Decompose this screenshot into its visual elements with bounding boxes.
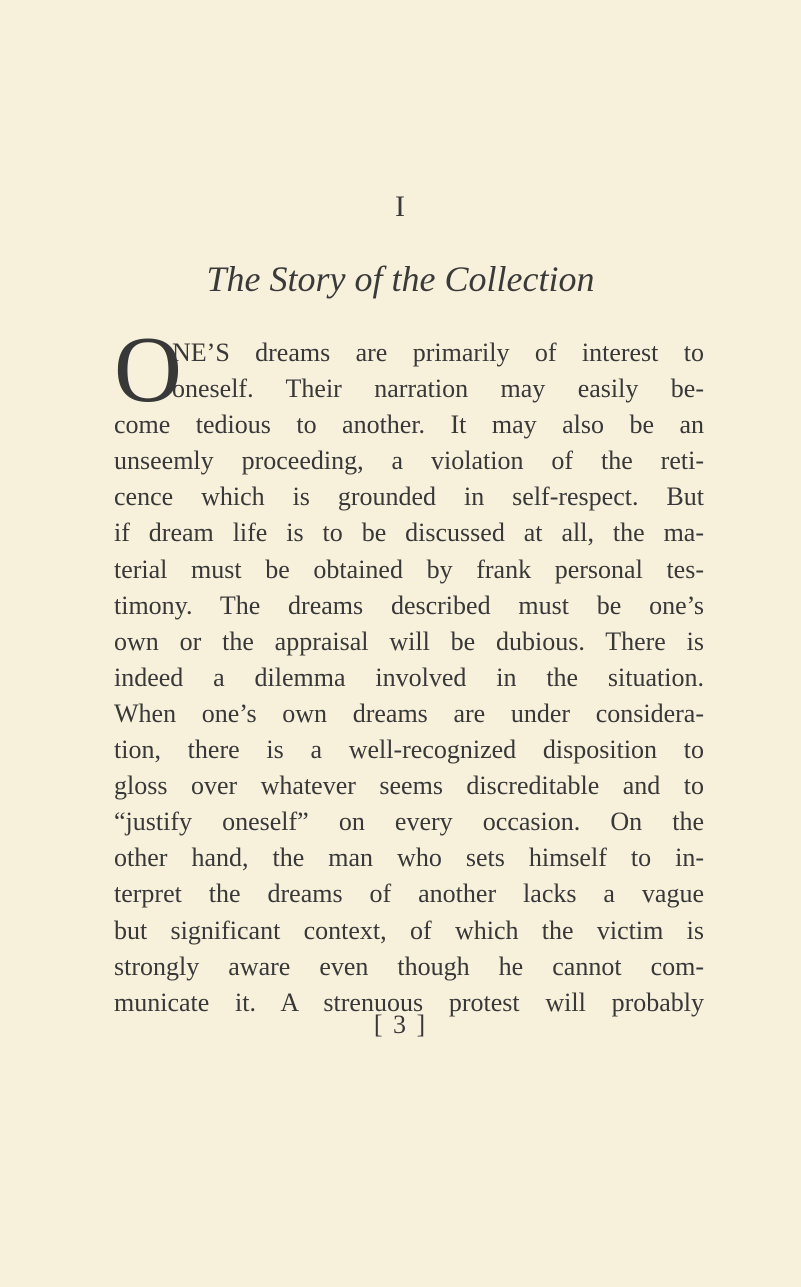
- body-paragraph: [114, 335, 704, 1021]
- text-line: tion, there is a well-recognized disposition to: [114, 735, 704, 765]
- text-line: municate it. A strenuous protest will probably: [114, 987, 704, 1017]
- text-line: terial must be obtained by frank personal tes-: [114, 554, 704, 584]
- text-line: unseemly proceeding, a violation of the reti-: [114, 446, 704, 476]
- chapter-number: I: [395, 190, 406, 223]
- text-line: if dream life is to be discussed at all, the ma-: [114, 518, 704, 548]
- text-line: NE’S dreams are primarily of interest to: [172, 338, 704, 367]
- text-line: other hand, the man who sets himself to in-: [114, 843, 704, 873]
- text-line: indeed a dilemma involved in the situation.: [114, 662, 704, 692]
- text-line: but significant context, of which the victim is: [114, 915, 704, 945]
- chapter-title: The Story of the Collection: [206, 259, 595, 299]
- text-line: own or the appraisal will be dubious. There is: [114, 626, 704, 656]
- text-line: strongly aware even though he cannot com-: [114, 951, 704, 981]
- text-line: gloss over whatever seems discreditable and to: [114, 771, 704, 801]
- text-line: oneself. Their narration may easily be-: [172, 374, 704, 404]
- text-line: come tedious to another. It may also be an: [114, 410, 704, 440]
- text-line: terpret the dreams of another lacks a vague: [114, 879, 704, 909]
- text-line: timony. The dreams described must be one’s: [114, 590, 704, 620]
- text-line: “justify oneself” on every occasion. On the: [114, 807, 704, 837]
- text-line: cence which is grounded in self-respect. But: [114, 482, 704, 512]
- drop-cap: O: [114, 318, 182, 422]
- page-number: [ 3 ]: [373, 1010, 428, 1039]
- text-line: When one’s own dreams are under considera-: [114, 698, 704, 728]
